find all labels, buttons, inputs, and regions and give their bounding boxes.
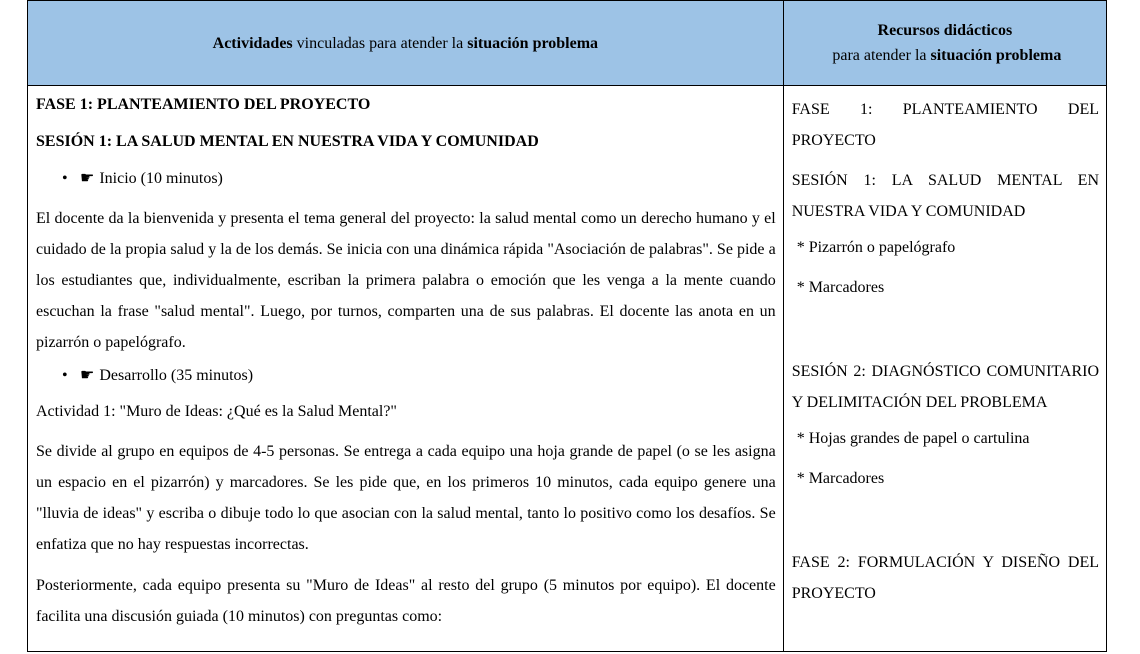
activity-paragraph: Se divide al grupo en equipos de 4-5 personas. Se entrega a cada equipo una hoja grande de papel (o se les asigna un espacio en el pizarrón) y marcadores. Se les pide que, en los primeros 10 minutos, cada equipo genere una "lluvia de ideas" y escriba o dibuje todo lo que asocian con la salud mental, tanto lo positivo como los desafíos. Se enfatiza que no hay respuestas incorrectas. xyxy=(36,443,776,553)
resource-session-2: SESIÓN 2: DIAGNÓSTICO COMUNITARIO Y DELIMITACIÓN DEL PROBLEMA xyxy=(791,363,1099,411)
session-title: SESIÓN 1: LA SALUD MENTAL EN NUESTRA VIDA Y COMUNIDAD xyxy=(36,133,539,150)
bullet-inicio: • ☛ Inicio (10 minutos) xyxy=(36,167,776,191)
resource-item: * Hojas grandes de papel o cartulina xyxy=(796,430,1030,447)
pointing-hand-icon: ☛ xyxy=(80,170,95,187)
bullet-dot-icon: • xyxy=(62,367,68,384)
phase-title: FASE 1: PLANTEAMIENTO DEL PROYECTO xyxy=(36,96,371,113)
header-row xyxy=(28,1,1107,86)
body-row xyxy=(28,86,1107,652)
resource-item: * Pizarrón o papelógrafo xyxy=(796,239,956,256)
header-activities: Actividades vinculadas para atender la situación problema xyxy=(28,1,784,86)
intro-paragraph: El docente da la bienvenida y presenta el tema general del proyecto: la salud mental como un derecho humano y el cuidado de la propia salud y la de los demás. Se inicia con una dinámica rápida "Asociación de palabras". Se pide a los estudiantes que, individualmente, escriban la primera palabra o emoción que les venga a la mente cuando escuchan la frase "salud mental". Luego, por turnos, comparten una de sus palabras. El docente las anota en un pizarrón o papelógrafo. xyxy=(36,210,776,351)
resource-session-1: SESIÓN 1: LA SALUD MENTAL EN NUESTRA VIDA Y COMUNIDAD xyxy=(791,172,1099,220)
header-resources: Recursos didácticos para atender la situación problema xyxy=(783,1,1106,86)
discussion-paragraph: Posteriormente, cada equipo presenta su "Muro de Ideas" al resto del grupo (5 minutos por equipo). El docente facilita una discusión guiada (10 minutos) con preguntas como: xyxy=(36,577,776,625)
pointing-hand-icon: ☛ xyxy=(80,367,95,384)
resource-phase-1: FASE 1: PLANTEAMIENTO DEL PROYECTO xyxy=(791,101,1099,149)
bullet-desarrollo: • ☛ Desarrollo (35 minutos) xyxy=(36,364,776,388)
resource-item: * Marcadores xyxy=(796,470,885,487)
planning-table xyxy=(27,0,1107,652)
resource-item: * Marcadores xyxy=(796,279,885,296)
activity-title: Actividad 1: "Muro de Ideas: ¿Qué es la Salud Mental?" xyxy=(36,403,397,420)
resources-cell xyxy=(783,86,1106,652)
bullet-dot-icon: • xyxy=(62,170,68,187)
resource-phase-2: FASE 2: FORMULACIÓN Y DISEÑO DEL PROYECTO xyxy=(791,554,1099,602)
activities-cell xyxy=(28,86,784,652)
